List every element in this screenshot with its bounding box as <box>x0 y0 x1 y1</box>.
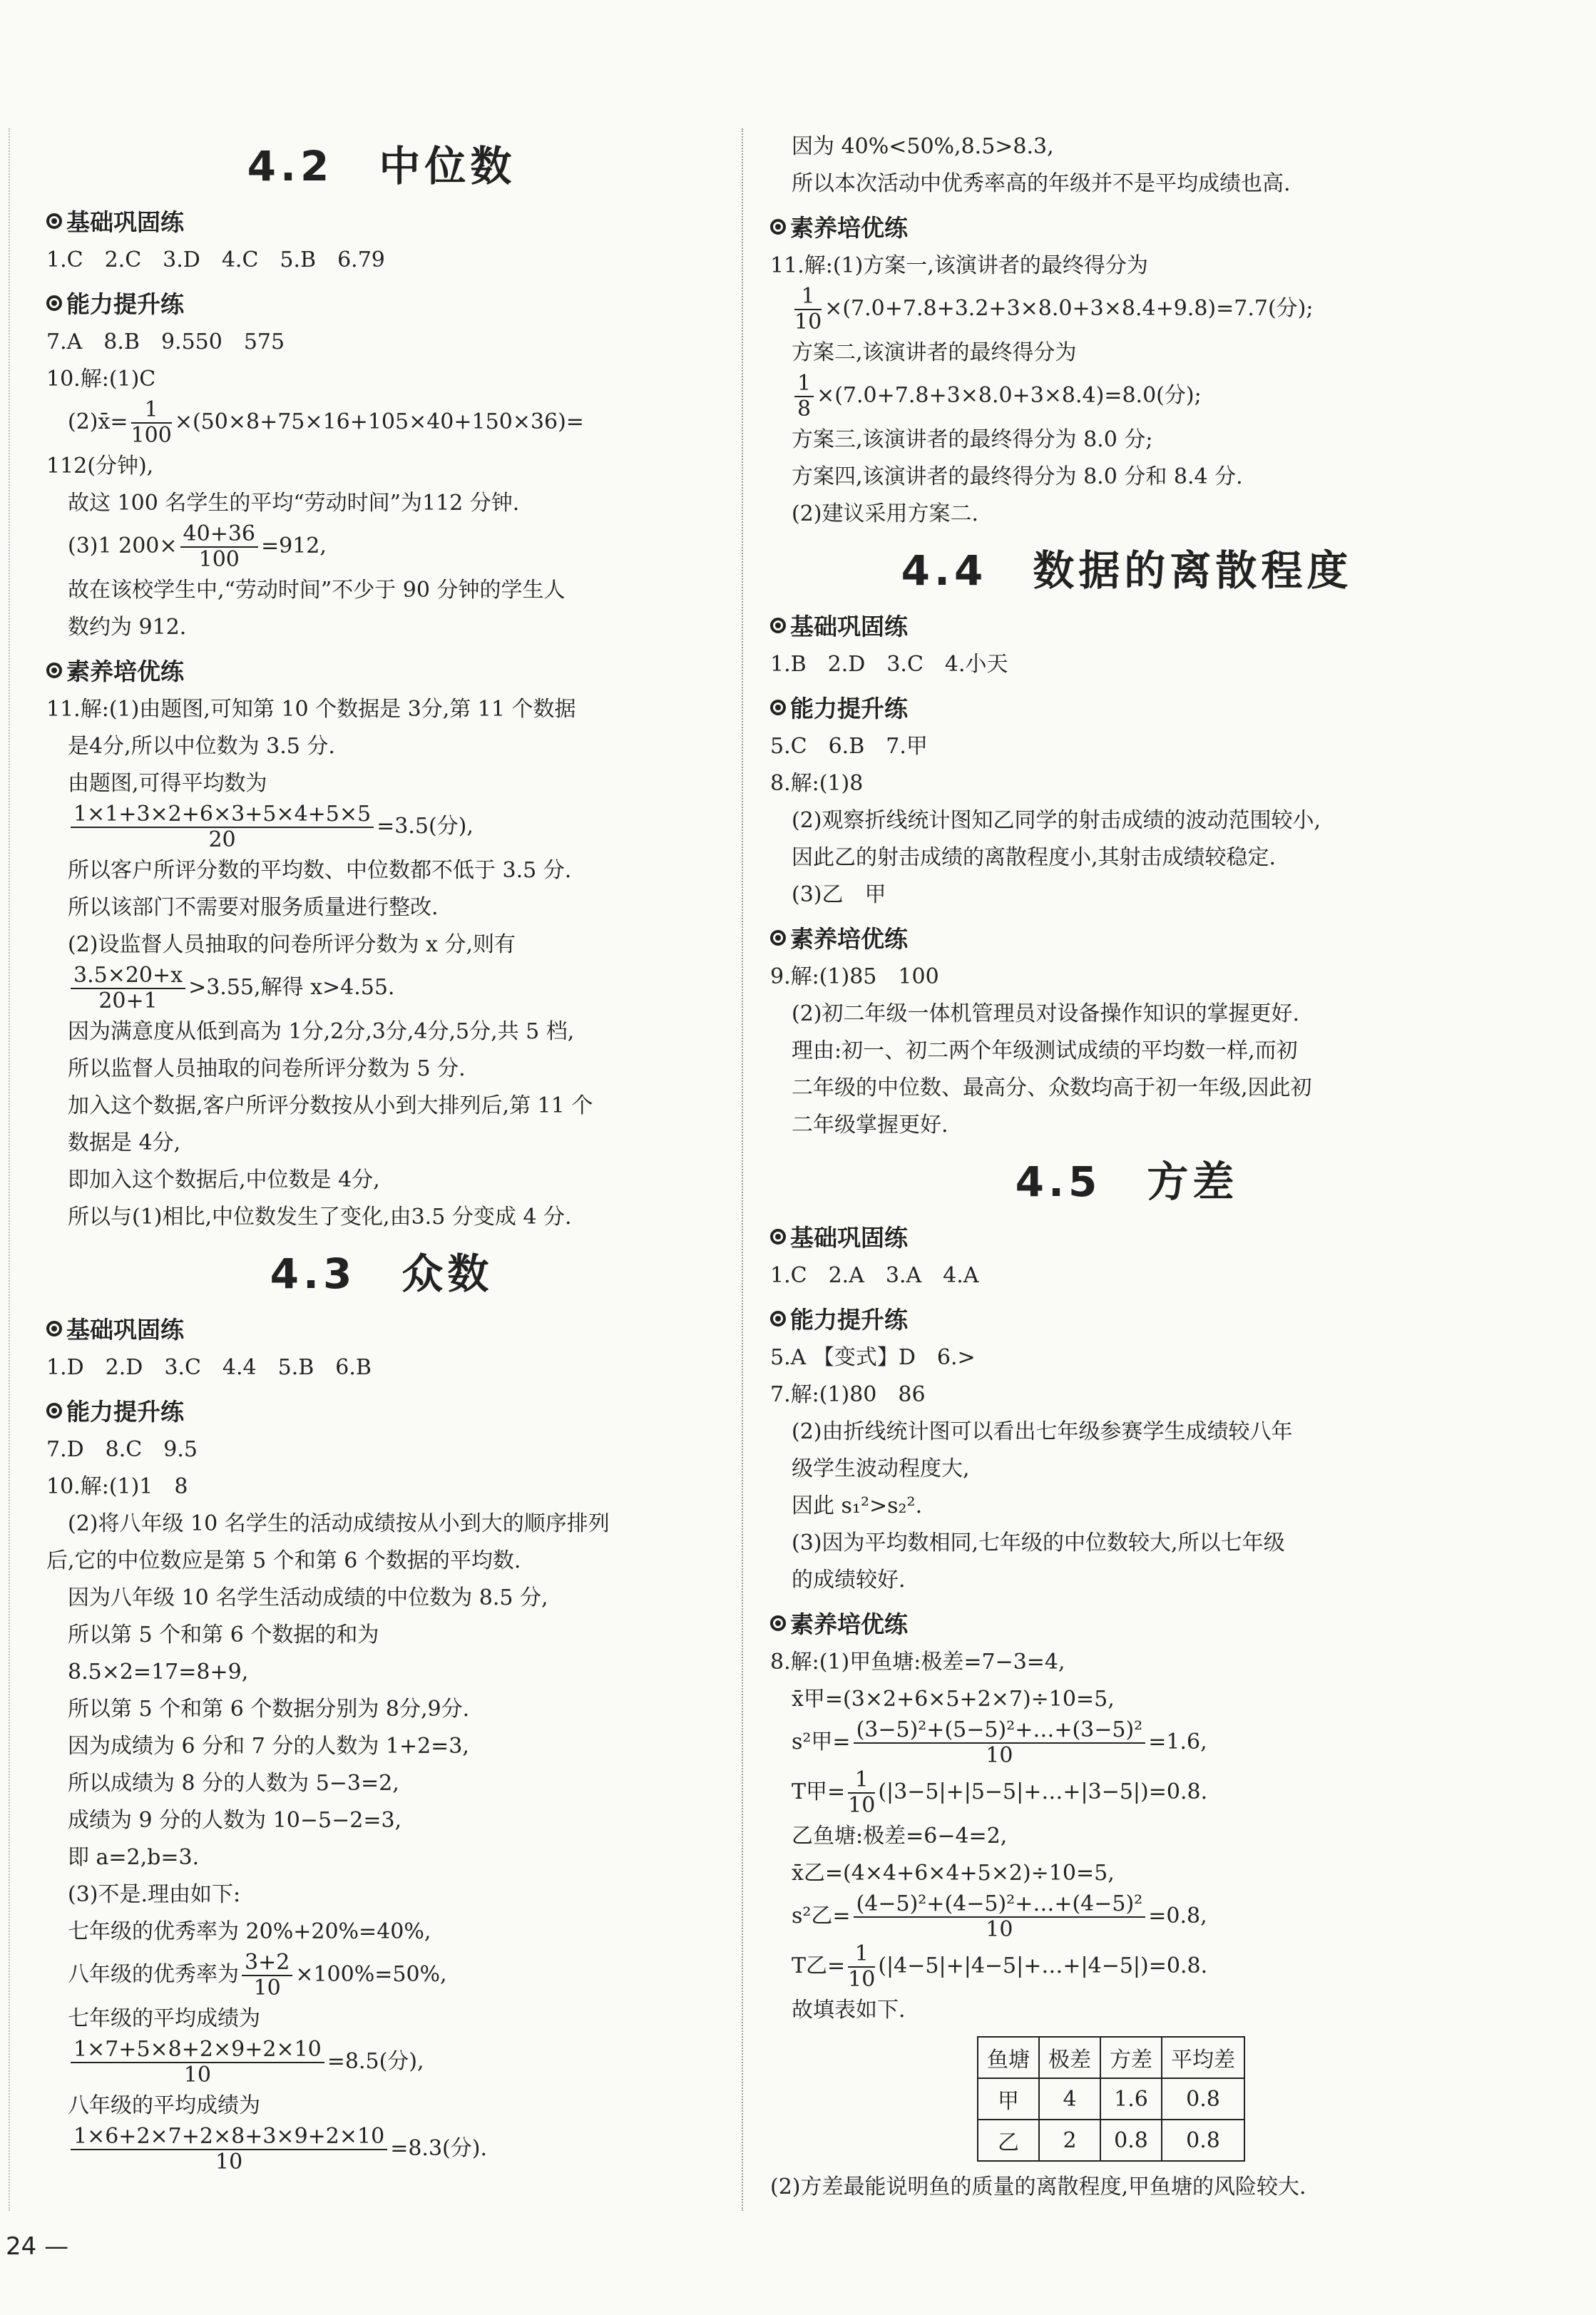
fraction: $\frac{3.5\times 20+x}{20+1}$ <box>71 964 185 1013</box>
bullet-icon <box>46 663 62 678</box>
section-title-4-4: 4.4 数据的离散程度 <box>901 546 1353 595</box>
answer-line: (2)建议采用方案二. <box>792 501 979 526</box>
answer-line: 数据是 4分, <box>68 1130 181 1155</box>
section-title-4-2: 4.2 中位数 <box>247 142 516 190</box>
answer-line: 七年级的平均成绩为 <box>68 2006 260 2031</box>
answer-line: 5.A 【变式】D 6.> <box>770 1345 976 1370</box>
answer-line: 所以第 5 个和第 6 个数据的和为 <box>68 1622 379 1647</box>
bullet-icon <box>770 930 786 946</box>
fraction: $\frac{1\times 7+5\times 8+2\times 9+2\times 10}{10}$ <box>71 2038 324 2087</box>
answer-line: $\frac{3.5\times 20+x}{20+1}$ >3.55,解得 x>4.55. <box>46 964 717 1013</box>
answer-line: 加入这个数据,客户所评分数按从小到大排列后,第 11 个 <box>68 1093 593 1118</box>
answer-line: 八年级的优秀率为 $\frac{3+2}{10}$ ×100%=50%, <box>68 1950 447 2000</box>
heading-suyang: 素养培优练 <box>770 921 1483 954</box>
answer-line: (2)观察折线统计图知乙同学的射击成绩的波动范围较小, <box>792 808 1321 833</box>
answer-line: x̄乙=(4×4+6×4+5×2)÷10=5, <box>792 1861 1115 1886</box>
answer-line: 故填表如下. <box>792 1998 906 2023</box>
answer-line: 9.解:(1)85 100 <box>770 964 939 989</box>
answer-line: 八年级的平均成绩为 <box>68 2093 260 2118</box>
answer-line: 8.5×2=17=8+9, <box>68 1660 249 1685</box>
answer-line: 112(分钟), <box>46 454 154 479</box>
bullet-icon <box>770 1229 786 1245</box>
heading-nengli: 能力提升练 <box>770 690 1483 724</box>
answer-line: 故这 100 名学生的平均“劳动时间”为112 分钟. <box>68 491 520 516</box>
answer-line: 8.解:(1)甲鱼塘:极差=7−3=4, <box>770 1650 1065 1675</box>
bullet-icon <box>46 213 62 229</box>
answer-line: 1.C 2.C 3.D 4.C 5.B 6.79 <box>46 247 385 272</box>
answer-line: (3)乙 甲 <box>792 882 886 907</box>
answer-line: 七年级的优秀率为 20%+20%=40%, <box>68 1919 431 1944</box>
answer-line: 11.解:(1)方案一,该演讲者的最终得分为 <box>770 253 1148 278</box>
answer-line: 级学生波动程度大, <box>792 1456 970 1481</box>
answer-line: 故在该校学生中,“劳动时间”不少于 90 分钟的学生人 <box>68 578 566 603</box>
answer-line: (2)方差最能说明鱼的质量的离散程度,甲鱼塘的风险较大. <box>770 2175 1306 2199</box>
answer-line: s²甲= $\frac{\text{(3−5)²+(5−5)²+…+(3−5)²}}{10}$ =1.6, <box>792 1717 1207 1768</box>
answer-line: 二年级的中位数、最高分、众数均高于初一年级,因此初 <box>792 1075 1312 1100</box>
fraction: $\frac{\text{(3−5)²+(5−5)²+…+(3−5)²}}{10}$ <box>854 1718 1146 1768</box>
heading-jichu: 基础巩固练 <box>46 1312 717 1345</box>
answer-line: 7.解:(1)80 86 <box>770 1382 926 1407</box>
answer-line: 7.D 8.C 9.5 <box>46 1437 198 1462</box>
bullet-icon <box>46 1403 62 1419</box>
answer-line: $\frac{1\times 1+3\times 2+6\times 3+5\times 4+5\times 5}{20}$ =3.5(分), <box>46 802 717 852</box>
answer-line: 由题图,可得平均数为 <box>68 771 267 796</box>
fraction: $\frac{1}{10}$ <box>794 284 822 334</box>
bullet-icon <box>770 618 786 633</box>
left-margin-line <box>9 128 10 2211</box>
answer-line: 10.解:(1)1 8 <box>46 1474 188 1499</box>
bullet-icon <box>46 1321 62 1337</box>
answer-line: 10.解:(1)C <box>46 367 156 392</box>
answer-line: 乙鱼塘:极差=6−4=2, <box>792 1824 1008 1849</box>
bullet-icon <box>770 1615 786 1631</box>
fraction: $\frac{40+36}{100}$ <box>180 522 258 572</box>
heading-suyang: 素养培优练 <box>46 653 717 687</box>
answer-line: 所以第 5 个和第 6 个数据分别为 8分,9分. <box>68 1697 470 1722</box>
answer-line: 1.D 2.D 3.C 4.4 5.B 6.B <box>46 1355 372 1380</box>
table-row: 乙 2 0.8 0.8 <box>978 2120 1244 2161</box>
answer-line: (2)将八年级 10 名学生的活动成绩按从小到大的顺序排列 <box>68 1511 610 1536</box>
fraction: $\frac{1}{100}$ <box>131 397 172 448</box>
answer-line: 1.C 2.A 3.A 4.A <box>770 1263 979 1288</box>
answer-line: x̄甲=(3×2+6×5+2×7)÷10=5, <box>792 1687 1115 1712</box>
answer-line: $\frac{1}{8}$ ×(7.0+7.8+3×8.0+3×8.4)=8.0(分); <box>770 372 1483 421</box>
answer-line: $\frac{1\times 7+5\times 8+2\times 9+2\times 10}{10}$ =8.5(分), <box>46 2038 717 2087</box>
heading-nengli: 能力提升练 <box>46 1394 717 1427</box>
section-title-4-3: 4.3 众数 <box>270 1250 493 1298</box>
table-row: 甲 4 1.6 0.8 <box>978 2078 1244 2120</box>
heading-suyang: 素养培优练 <box>770 210 1483 243</box>
answer-line: s²乙= $\frac{\text{(4−5)²+(4−5)²+…+(4−5)²}}{10}$ =0.8, <box>792 1891 1207 1942</box>
answer-line: 二年级掌握更好. <box>792 1113 948 1138</box>
heading-jichu: 基础巩固练 <box>770 1220 1483 1253</box>
answer-line: 方案四,该演讲者的最终得分为 8.0 分和 8.4 分. <box>792 464 1243 489</box>
fraction: $\frac{\text{(4−5)²+(4−5)²+…+(4−5)²}}{10}$ <box>854 1892 1146 1942</box>
bullet-icon <box>770 1311 786 1327</box>
answer-line: 11.解:(1)由题图,可知第 10 个数据是 3分,第 11 个数据 <box>46 697 576 722</box>
answer-line: 数约为 912. <box>68 615 187 640</box>
answer-line: 8.解:(1)8 <box>770 771 864 796</box>
fraction: $\frac{1}{8}$ <box>794 372 814 421</box>
answer-line: 方案三,该演讲者的最终得分为 8.0 分; <box>792 427 1153 452</box>
left-column <box>46 128 717 2175</box>
answer-line: 所以本次活动中优秀率高的年级并不是平均成绩也高. <box>792 171 1291 196</box>
table-header-row: 鱼塘 极差 方差 平均差 <box>978 2037 1244 2078</box>
answer-line: 所以该部门不需要对服务质量进行整改. <box>68 895 439 920</box>
answer-line: 即加入这个数据后,中位数是 4分, <box>68 1167 380 1192</box>
answer-line: (2)x̄= $\frac{1}{100}$ ×(50×8+75×16+105×40+150×36)= <box>68 397 584 448</box>
answer-line: 即 a=2,b=3. <box>68 1845 200 1870</box>
fraction: $\frac{1}{10}$ <box>848 1941 876 1992</box>
answer-line: 因为满意度从低到高为 1分,2分,3分,4分,5分,共 5 档, <box>68 1019 575 1044</box>
answer-line: 的成绩较好. <box>792 1568 906 1593</box>
answer-line: 理由:初一、初二两个年级测试成绩的平均数一样,而初 <box>792 1038 1298 1063</box>
answer-line: 因此 s₁²>s₂². <box>792 1493 923 1518</box>
heading-nengli: 能力提升练 <box>770 1302 1483 1335</box>
answer-line: $\frac{1\times 6+2\times 7+2\times 8+3\times 9+2\times 10}{10}$ =8.3(分). <box>46 2125 717 2175</box>
heading-jichu: 基础巩固练 <box>46 204 717 237</box>
column-divider <box>742 128 743 2211</box>
answer-line: (2)设监督人员抽取的问卷所评分数为 x 分,则有 <box>68 932 516 957</box>
answer-line: 因此乙的射击成绩的离散程度小,其射击成绩较稳定. <box>792 845 1277 870</box>
section-title-4-5: 4.5 方差 <box>1015 1158 1239 1206</box>
fraction: $\frac{1\times 1+3\times 2+6\times 3+5\times 4+5\times 5}{20}$ <box>71 802 374 852</box>
fraction: $\frac{1}{10}$ <box>848 1767 876 1818</box>
answer-line: 是4分,所以中位数为 3.5 分. <box>68 734 335 759</box>
answer-line: 方案二,该演讲者的最终得分为 <box>792 340 1077 365</box>
answer-line: 所以监督人员抽取的问卷所评分数为 5 分. <box>68 1056 466 1081</box>
answer-line: 因为 40%<50%,8.5>8.3, <box>792 134 1054 159</box>
answer-line: 因为成绩为 6 分和 7 分的人数为 1+2=3, <box>68 1734 469 1759</box>
answer-line: T乙= $\frac{1}{10}$ (|4−5|+|4−5|+…+|4−5|)=0.8. <box>792 1941 1208 1992</box>
answer-line: (3)1 200× $\frac{40+36}{100}$ =912, <box>68 521 327 572</box>
bullet-icon <box>46 295 62 311</box>
pond-table <box>977 2036 1245 2162</box>
answer-line: 所以客户所评分数的平均数、中位数都不低于 3.5 分. <box>68 858 572 883</box>
heading-suyang: 素养培优练 <box>770 1606 1483 1640</box>
bullet-icon <box>770 219 786 235</box>
answer-line: (3)因为平均数相同,七年级的中位数较大,所以七年级 <box>792 1530 1285 1555</box>
answer-line: 1.B 2.D 3.C 4.小天 <box>770 652 1008 677</box>
answer-line: (2)初二年级一体机管理员对设备操作知识的掌握更好. <box>792 1001 1300 1026</box>
answer-line: 所以与(1)相比,中位数发生了变化,由3.5 分变成 4 分. <box>68 1205 572 1230</box>
fraction: $\frac{1\times 6+2\times 7+2\times 8+3\times 9+2\times 10}{10}$ <box>71 2125 387 2175</box>
right-column <box>770 128 1483 2206</box>
page-number: 24 — <box>6 2232 69 2261</box>
answer-line: 因为八年级 10 名学生活动成绩的中位数为 8.5 分, <box>68 1585 548 1610</box>
heading-jichu: 基础巩固练 <box>770 608 1483 642</box>
answer-line: 5.C 6.B 7.甲 <box>770 734 928 759</box>
answer-line: (3)不是.理由如下: <box>68 1882 241 1907</box>
bullet-icon <box>770 700 786 715</box>
answer-line: 后,它的中位数应是第 5 个和第 6 个数据的平均数. <box>46 1548 521 1573</box>
heading-nengli: 能力提升练 <box>46 286 717 320</box>
answer-line: 成绩为 9 分的人数为 10−5−2=3, <box>68 1808 402 1833</box>
fraction: $\frac{3+2}{10}$ <box>242 1951 292 2000</box>
answer-line: 所以成绩为 8 分的人数为 5−3=2, <box>68 1771 399 1796</box>
answer-line: $\frac{1}{10}$ ×(7.0+7.8+3.2+3×8.0+3×8.4+9.8)=7.7(分); <box>794 284 1314 334</box>
answer-line: 7.A 8.B 9.550 575 <box>46 329 285 354</box>
answer-line: T甲= $\frac{1}{10}$ (|3−5|+|5−5|+…+|3−5|)=0.8. <box>792 1767 1208 1818</box>
answer-line: (2)由折线统计图可以看出七年级参赛学生成绩较八年 <box>792 1419 1293 1444</box>
